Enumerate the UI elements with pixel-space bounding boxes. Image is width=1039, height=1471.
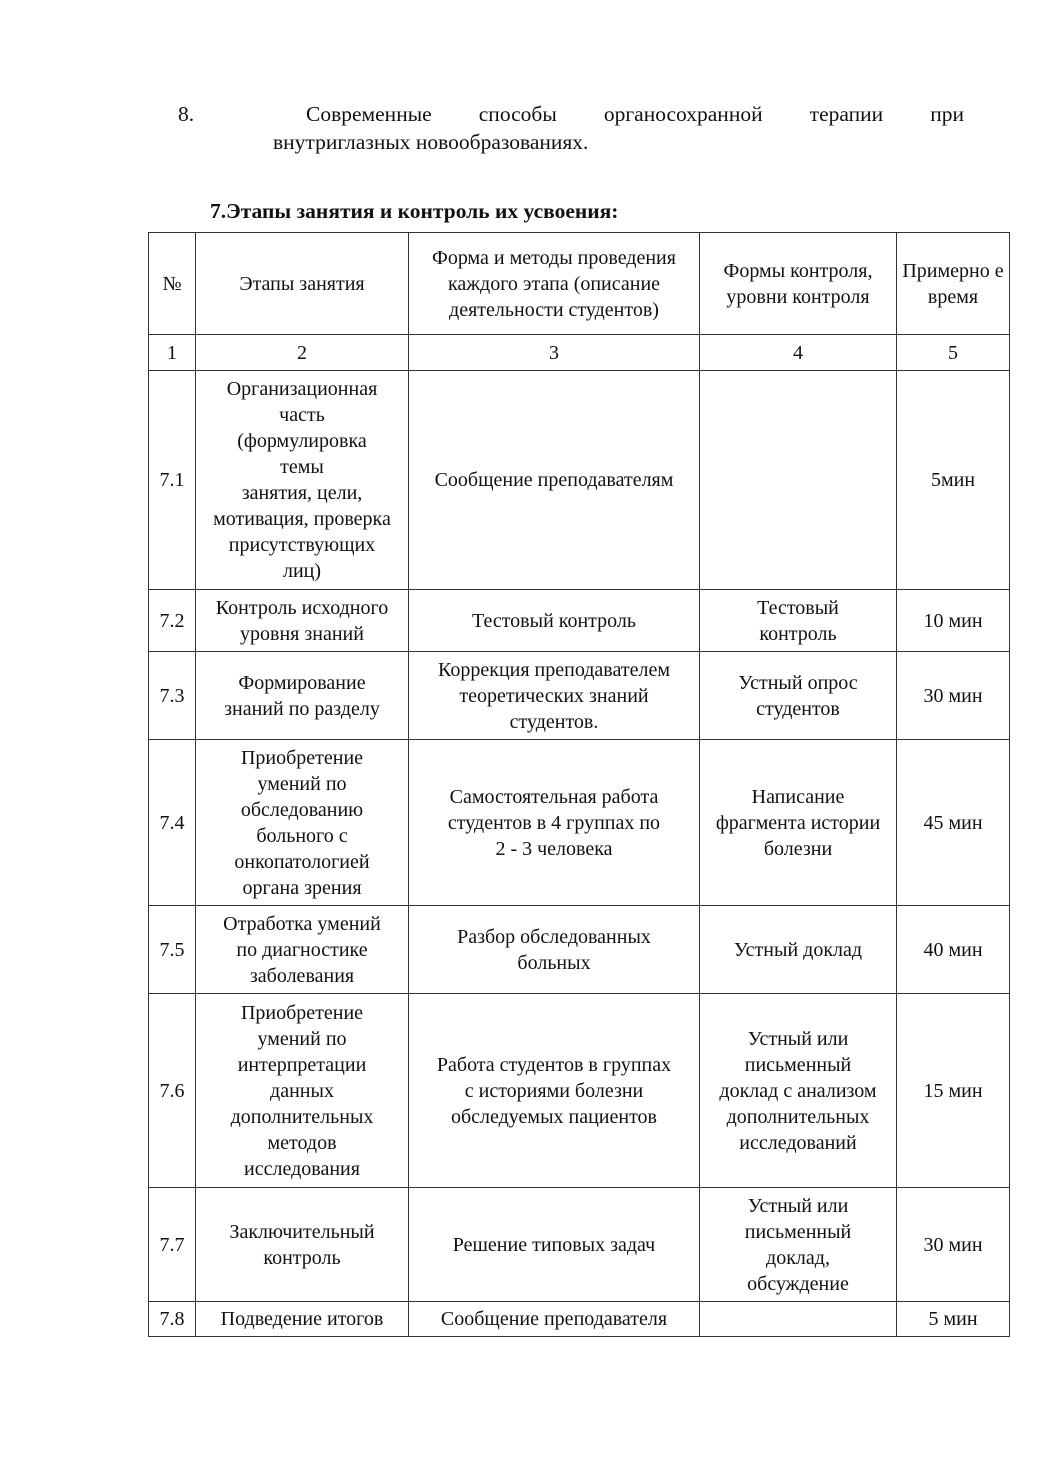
row-method: Сообщение преподавателям — [409, 371, 700, 590]
row-time: 45 мин — [897, 740, 1010, 906]
list-item-word: терапии — [809, 102, 884, 126]
row-method: Самостоятельная работа студентов в 4 группах по 2 - 3 человека — [409, 740, 700, 906]
row-control — [700, 1302, 897, 1337]
list-item-word: при — [930, 102, 964, 126]
list-item-number: 8. — [178, 102, 195, 126]
row-number: 7.1 — [149, 371, 196, 590]
row-method: Сообщение преподавателя — [409, 1302, 700, 1337]
row-control: Устный или письменный доклад, обсуждение — [700, 1188, 897, 1302]
column-number: 5 — [897, 335, 1010, 371]
row-method: Решение типовых задач — [409, 1188, 700, 1302]
row-number: 7.3 — [149, 652, 196, 740]
table-row — [149, 994, 1010, 1188]
row-control: Тестовый контроль — [700, 590, 897, 652]
column-number: 3 — [409, 335, 700, 371]
row-stage: Приобретение умений по обследованию больного с онкопатологией органа зрения — [196, 740, 409, 906]
column-number: 1 — [149, 335, 196, 371]
row-control — [700, 371, 897, 590]
stages-table — [148, 232, 1010, 1337]
table-row — [149, 906, 1010, 994]
table-row — [149, 1188, 1010, 1302]
list-item-line-2: внутриглазных новообразованиях. — [273, 130, 589, 154]
list-item-word: Современные — [306, 102, 432, 126]
list-item-word: способы — [478, 102, 557, 126]
row-stage: Приобретение умений по интерпретации данных дополнительных методов исследования — [196, 994, 409, 1188]
row-stage: Организационная часть (формулировка темы занятия, цели, мотивация, проверка присутствующих лиц) — [196, 371, 409, 590]
table-row — [149, 590, 1010, 652]
column-number: 2 — [196, 335, 409, 371]
row-time: 40 мин — [897, 906, 1010, 994]
row-number: 7.8 — [149, 1302, 196, 1337]
row-time: 5 мин — [897, 1302, 1010, 1337]
row-time: 30 мин — [897, 1188, 1010, 1302]
row-method: Тестовый контроль — [409, 590, 700, 652]
row-time: 15 мин — [897, 994, 1010, 1188]
list-item-word: органосохранной — [603, 102, 763, 126]
header-method: Форма и методы проведения каждого этапа (описание деятельности студентов) — [409, 233, 700, 335]
row-number: 7.4 — [149, 740, 196, 906]
header-number: № — [149, 233, 196, 335]
row-control: Устный опрос студентов — [700, 652, 897, 740]
header-stage: Этапы занятия — [196, 233, 409, 335]
table-header-row — [149, 233, 1010, 335]
row-stage: Подведение итогов — [196, 1302, 409, 1337]
row-control: Устный доклад — [700, 906, 897, 994]
table-row — [149, 652, 1010, 740]
row-number: 7.5 — [149, 906, 196, 994]
header-time: Примерно е время — [897, 233, 1010, 335]
table-row — [149, 740, 1010, 906]
row-number: 7.2 — [149, 590, 196, 652]
row-time: 30 мин — [897, 652, 1010, 740]
row-stage: Контроль исходного уровня знаний — [196, 590, 409, 652]
row-control: Написание фрагмента истории болезни — [700, 740, 897, 906]
list-item-line-1 — [306, 100, 964, 128]
row-stage: Формирование знаний по разделу — [196, 652, 409, 740]
row-time: 5мин — [897, 371, 1010, 590]
header-control: Формы контроля, уровни контроля — [700, 233, 897, 335]
row-number: 7.6 — [149, 994, 196, 1188]
row-stage: Отработка умений по диагностике заболевания — [196, 906, 409, 994]
row-method: Работа студентов в группах с историями болезни обследуемых пациентов — [409, 994, 700, 1188]
row-method: Разбор обследованных больных — [409, 906, 700, 994]
column-number-row — [149, 335, 1010, 371]
row-stage: Заключительный контроль — [196, 1188, 409, 1302]
row-method: Коррекция преподавателем теоретических знаний студентов. — [409, 652, 700, 740]
table-row — [149, 371, 1010, 590]
row-number: 7.7 — [149, 1188, 196, 1302]
column-number: 4 — [700, 335, 897, 371]
row-time: 10 мин — [897, 590, 1010, 652]
row-control: Устный или письменный доклад с анализом дополнительных исследований — [700, 994, 897, 1188]
table-row — [149, 1302, 1010, 1337]
section-title: 7.Этапы занятия и контроль их усвоения: — [210, 199, 619, 223]
